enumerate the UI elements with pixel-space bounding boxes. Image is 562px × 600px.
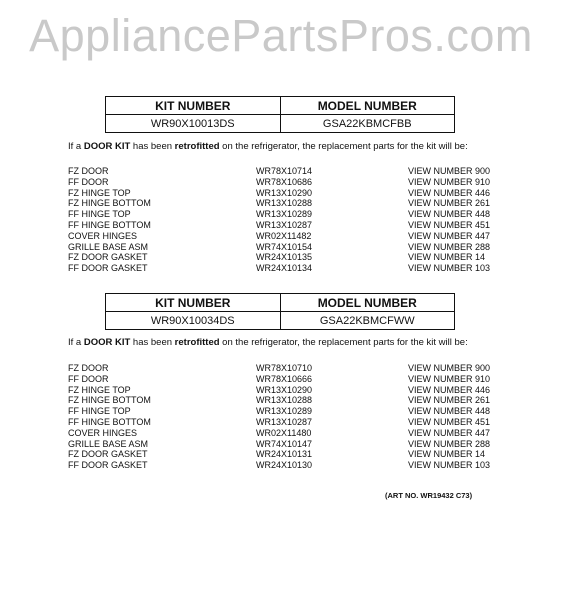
watermark-logo: AppliancePartsPros.com <box>29 10 533 61</box>
view-number: VIEW NUMBER 14 <box>408 449 486 460</box>
intro-retrofitted: retrofitted <box>174 141 220 152</box>
parts-list-2 <box>68 363 498 471</box>
model-number-header: MODEL NUMBER <box>280 294 455 312</box>
kit-number-header: KIT NUMBER <box>106 294 281 312</box>
part-row <box>68 188 498 199</box>
part-number: WR02X11480 <box>256 427 312 438</box>
view-number: VIEW NUMBER 446 <box>408 384 491 395</box>
part-number: WR24X10135 <box>256 252 313 263</box>
part-name: FF HINGE BOTTOM <box>68 219 151 230</box>
part-row <box>68 242 498 253</box>
kit-number-header: KIT NUMBER <box>106 97 281 115</box>
part-name: FZ HINGE TOP <box>68 187 131 198</box>
part-row <box>68 417 498 428</box>
view-number: VIEW NUMBER 288 <box>408 241 491 252</box>
view-number: VIEW NUMBER 261 <box>408 395 491 406</box>
part-name: FZ DOOR GASKET <box>68 449 148 460</box>
part-number: WR24X10134 <box>256 263 313 274</box>
intro-mid: has been <box>130 141 175 152</box>
view-number: VIEW NUMBER 451 <box>408 219 491 230</box>
intro-kit-term: DOOR KIT <box>83 337 131 348</box>
part-row <box>68 406 498 417</box>
part-number: WR13X10287 <box>256 219 313 230</box>
part-row <box>68 385 498 396</box>
part-number: WR13X10289 <box>256 406 313 417</box>
part-name: FZ HINGE TOP <box>68 384 131 395</box>
view-number: VIEW NUMBER 288 <box>408 438 491 449</box>
part-name: FF DOOR <box>68 373 109 384</box>
part-number: WR78X10666 <box>256 373 313 384</box>
kit-number-value: WR90X10013DS <box>106 115 281 133</box>
part-number: WR78X10714 <box>256 166 313 176</box>
view-number: VIEW NUMBER 447 <box>408 230 491 241</box>
part-number: WR78X10686 <box>256 176 313 187</box>
part-number: WR13X10287 <box>256 416 313 427</box>
part-name: FF HINGE BOTTOM <box>68 416 151 427</box>
intro-text-1 <box>68 141 468 152</box>
part-name: COVER HINGES <box>68 230 138 241</box>
part-number: WR74X10154 <box>256 241 313 252</box>
intro-retrofitted: retrofitted <box>174 337 220 348</box>
view-number: VIEW NUMBER 451 <box>408 416 491 427</box>
view-number: VIEW NUMBER 910 <box>408 176 491 187</box>
part-name: FZ DOOR <box>68 363 109 373</box>
view-number: VIEW NUMBER 103 <box>408 460 491 471</box>
part-name: FZ HINGE BOTTOM <box>68 198 151 209</box>
part-number: WR13X10290 <box>256 187 313 198</box>
parts-list-1 <box>68 166 498 274</box>
model-number-header: MODEL NUMBER <box>280 97 455 115</box>
view-number: VIEW NUMBER 448 <box>408 406 491 417</box>
view-number: VIEW NUMBER 261 <box>408 198 491 209</box>
intro-kit-term: DOOR KIT <box>83 141 131 152</box>
part-number: WR13X10289 <box>256 209 313 220</box>
part-name: FF DOOR <box>68 176 109 187</box>
part-name: COVER HINGES <box>68 427 138 438</box>
part-name: FZ DOOR <box>68 166 109 176</box>
part-number: WR74X10147 <box>256 438 313 449</box>
part-number: WR24X10130 <box>256 460 313 471</box>
part-number: WR02X11482 <box>256 230 312 241</box>
part-row <box>68 395 498 406</box>
part-row <box>68 263 498 274</box>
part-row <box>68 252 498 263</box>
part-number: WR24X10131 <box>256 449 313 460</box>
intro-text-2 <box>68 337 468 348</box>
part-number: WR78X10710 <box>256 363 313 373</box>
part-row <box>68 374 498 385</box>
kit-number-value: WR90X10034DS <box>106 312 281 330</box>
part-name: GRILLE BASE ASM <box>68 241 149 252</box>
part-number: WR13X10290 <box>256 384 313 395</box>
view-number: VIEW NUMBER 103 <box>408 263 491 274</box>
part-row <box>68 209 498 220</box>
part-row <box>68 177 498 188</box>
part-name: GRILLE BASE ASM <box>68 438 149 449</box>
part-name: FF HINGE TOP <box>68 209 131 220</box>
part-row <box>68 166 498 177</box>
kit-table-value-row <box>106 115 455 133</box>
model-number-value: GSA22KBMCFBB <box>280 115 455 133</box>
view-number: VIEW NUMBER 446 <box>408 187 491 198</box>
part-row <box>68 449 498 460</box>
view-number: VIEW NUMBER 910 <box>408 373 491 384</box>
part-number: WR13X10288 <box>256 395 313 406</box>
part-number: WR13X10288 <box>256 198 313 209</box>
kit-table-value-row <box>106 312 455 330</box>
kit-table-1 <box>105 96 455 133</box>
part-row <box>68 220 498 231</box>
art-number: (ART NO. WR19432 C73) <box>385 491 473 500</box>
part-name: FF HINGE TOP <box>68 406 131 417</box>
kit-table-2 <box>105 293 455 330</box>
part-row <box>68 428 498 439</box>
part-row <box>68 363 498 374</box>
intro-post: on the refrigerator, the replacement parts for the kit will be: <box>219 337 468 348</box>
part-name: FZ HINGE BOTTOM <box>68 395 151 406</box>
model-number-value: GSA22KBMCFWW <box>280 312 455 330</box>
intro-post: on the refrigerator, the replacement parts for the kit will be: <box>219 141 468 152</box>
intro-pre: If a <box>68 337 84 348</box>
view-number: VIEW NUMBER 447 <box>408 427 491 438</box>
part-name: FF DOOR GASKET <box>68 460 148 471</box>
kit-table-header-row <box>106 294 455 312</box>
part-row <box>68 439 498 450</box>
part-row <box>68 460 498 471</box>
intro-mid: has been <box>130 337 175 348</box>
view-number: VIEW NUMBER 900 <box>408 363 491 373</box>
part-row <box>68 231 498 242</box>
view-number: VIEW NUMBER 900 <box>408 166 491 176</box>
part-name: FF DOOR GASKET <box>68 263 148 274</box>
part-name: FZ DOOR GASKET <box>68 252 148 263</box>
view-number: VIEW NUMBER 14 <box>408 252 486 263</box>
intro-pre: If a <box>68 141 84 152</box>
kit-table-header-row <box>106 97 455 115</box>
part-row <box>68 198 498 209</box>
view-number: VIEW NUMBER 448 <box>408 209 491 220</box>
